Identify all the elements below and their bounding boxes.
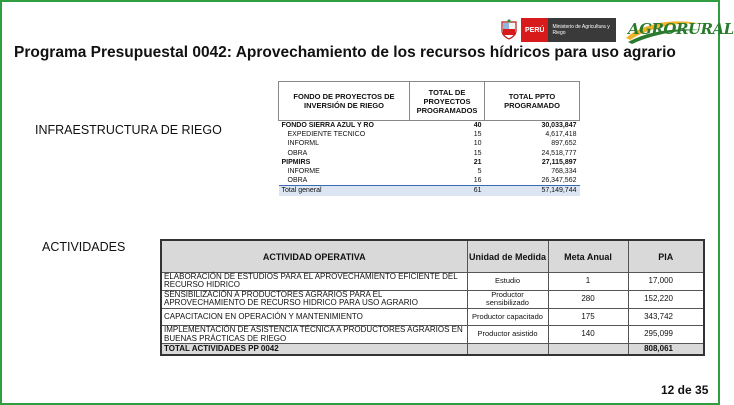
infra-row-projects: 16 [473,177,482,185]
act-row-meta: 140 [548,326,628,344]
table-row [279,167,580,176]
act-header-activity: ACTIVIDAD OPERATIVA [161,240,467,273]
activities-table [160,239,705,356]
table-row [279,130,580,139]
infra-header-fund: FONDO DE PROYECTOS DE INVERSIÓN DE RIEGO [279,82,410,121]
infra-row-label: OBRA [287,177,308,185]
infra-header-projects: TOTAL DE PROYECTOS PROGRAMADOS [410,82,485,121]
page-title: Programa Presupuestal 0042: Aprovechamiento de los recursos hídricos para uso agrario [14,44,676,61]
act-row-unit: Productor capacitado [467,308,548,326]
infra-section-label: INFRAESTRUCTURA DE RIEGO [35,123,222,137]
table-total-row [279,186,580,196]
act-total-label: TOTAL ACTIVIDADES PP 0042 [161,344,467,356]
infra-total-label: Total general [279,186,410,196]
act-row-activity: IMPLEMENTACIÓN DE ASISTENCIA TÉCNICA A PRODUCTORES AGRARIOS EN BUENAS PRÁCTICAS DE RIEGO [161,326,467,344]
act-header-unit: Unidad de Medida [467,240,548,273]
ministry-logo-peru: PERÚ [521,18,548,42]
infra-header-budget: TOTAL PPTO PROGRAMADO [485,82,580,121]
table-row [161,290,704,308]
infra-row-label: OBRA [287,149,308,157]
table-row [161,308,704,326]
infra-table-header [279,82,580,121]
act-row-meta: 280 [548,290,628,308]
infra-row-budget: 27,115,897 [541,158,577,166]
infra-row-projects: 21 [473,158,482,166]
act-row-unit: Productor sensibilizado [467,290,548,308]
page-number: 12 de 35 [661,383,709,397]
infra-row-projects: 15 [473,131,482,139]
act-total-value: 808,061 [628,344,704,356]
agrorural-logo-text: AGRORURAL [628,20,734,38]
table-row [279,121,580,131]
infra-row-projects: 40 [473,122,482,130]
act-row-meta: 175 [548,308,628,326]
act-row-pia: 152,220 [628,290,704,308]
act-header-pia: PIA [628,240,704,273]
infra-row-label: PIPMIRS [281,158,311,166]
infra-row-budget: 30,033,847 [541,122,577,130]
activities-table-header [161,240,704,273]
table-row [161,326,704,344]
infra-row-budget: 24,518,777 [541,149,577,157]
act-row-activity: SENSIBILIZACIÓN A PRODUCTORES AGRARIOS PARA EL APROVECHAMIENTO DE RECURSO HIDRICO PARA USO AGRARIO [161,290,467,308]
infra-row-budget: 26,347,562 [541,177,577,185]
infra-total-budget: 57,149,744 [485,186,580,196]
table-row [161,273,704,291]
infra-row-budget: 768,334 [551,168,577,176]
act-row-pia: 343,742 [628,308,704,326]
infra-row-budget: 897,652 [551,140,577,148]
infra-row-projects: 10 [473,140,482,148]
infra-table [278,81,580,196]
act-row-pia: 17,000 [628,273,704,291]
infra-row-projects: 5 [477,168,482,176]
table-row [279,139,580,148]
act-row-unit: Productor asistido [467,326,548,344]
agrorural-logo [624,16,734,44]
table-row [279,158,580,167]
act-total-empty-meta [548,344,628,356]
infra-row-projects: 15 [473,149,482,157]
act-row-activity: ELABORACIÓN DE ESTUDIOS PARA EL APROVECHAMIENTO EFICIENTE DEL RECURSO HIDRICO [161,273,467,291]
act-row-activity: CAPACITACION EN OPERACIÓN Y MANTENIMIENTO [161,308,467,326]
activities-section-label: ACTIVIDADES [42,240,126,254]
ministry-logo [497,18,616,42]
infra-total-projects: 61 [410,186,485,196]
peru-shield-icon [497,18,521,42]
act-total-empty-unit [467,344,548,356]
infra-row-budget: 4,617,418 [545,131,577,139]
ministry-logo-name: Ministerio de Agricultura y Riego [548,18,616,42]
table-row [279,149,580,158]
act-header-meta: Meta Anual [548,240,628,273]
table-total-row [161,344,704,356]
infra-row-label: EXPEDIENTE TECNICO [287,131,366,139]
act-row-unit: Estudio [467,273,548,291]
infra-row-label: FONDO SIERRA AZUL Y RO [281,122,374,130]
table-row [279,176,580,186]
infra-row-label: INFORME [287,168,320,176]
act-row-pia: 295,099 [628,326,704,344]
infra-row-label: INFORML [287,140,319,148]
act-row-meta: 1 [548,273,628,291]
